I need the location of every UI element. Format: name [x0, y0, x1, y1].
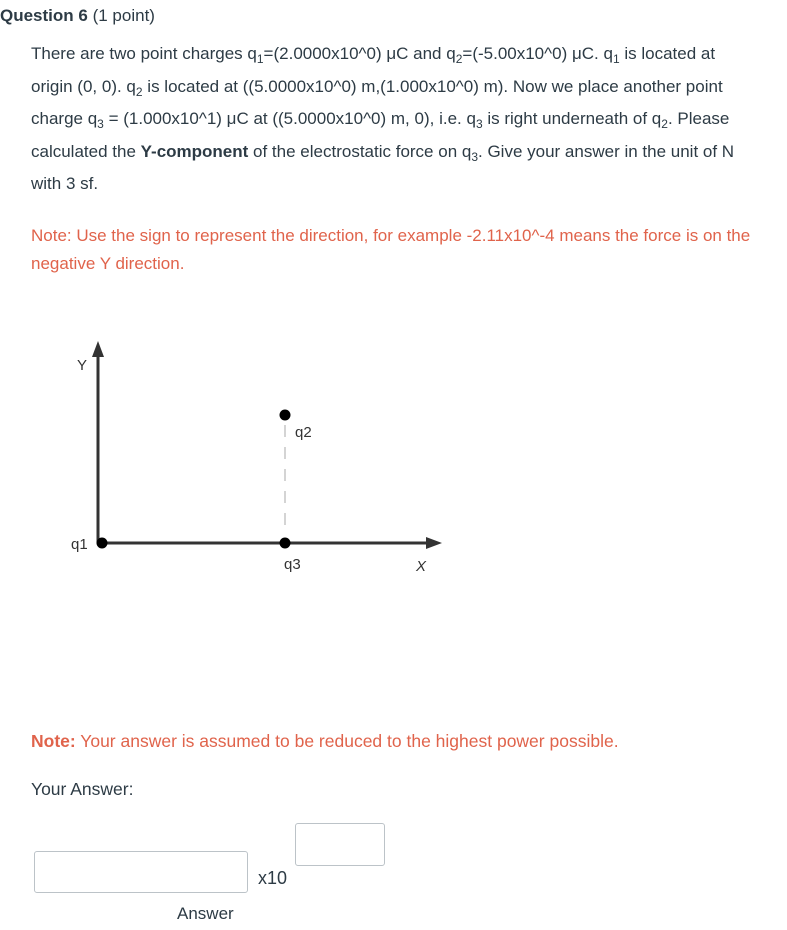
- q2-label: q2: [295, 424, 312, 441]
- text-span: . Please calculated the: [31, 109, 730, 161]
- text-span: There are two point charges q: [31, 44, 257, 63]
- y-axis-label: Y: [77, 357, 88, 374]
- note-text: Your answer is assumed to be reduced to the highest power possible.: [75, 731, 619, 751]
- times-ten-label: x10: [258, 868, 288, 888]
- question-number: Question 6: [0, 6, 88, 25]
- answer-mantissa-input[interactable]: [34, 851, 248, 893]
- text-span: is located at origin (0, 0). q: [31, 44, 716, 96]
- power-note: [31, 731, 619, 752]
- subscript: 3: [97, 117, 104, 131]
- emphasis-y-component: Y-component: [140, 141, 249, 161]
- question-header: [0, 6, 155, 26]
- q1-label: q1: [71, 536, 88, 553]
- subscript: 2: [135, 84, 143, 99]
- answer-caption: Answer: [177, 904, 234, 923]
- text-span: . Give your answer in the unit of N with 3 sf.: [31, 141, 735, 193]
- text-span: = (1.000x10^1) μC at ((5.0000x10^0) m, 0), i.e. q: [103, 109, 476, 128]
- subscript: 3: [475, 117, 483, 131]
- text-span: is right underneath of q: [482, 109, 662, 128]
- subscript: 2: [661, 117, 668, 131]
- subscript: 1: [256, 52, 264, 66]
- subscript: 3: [471, 149, 479, 164]
- subscript: 1: [612, 52, 620, 66]
- q2-charge: [280, 410, 291, 421]
- text-span: of the electrostatic force on q: [248, 141, 472, 161]
- q3-label: q3: [284, 556, 301, 573]
- note-bold: Note:: [31, 731, 76, 751]
- text-span: =(-5.00x10^0) μC. q: [462, 44, 613, 63]
- subscript: 2: [455, 52, 463, 66]
- question-points: (1 point): [92, 6, 155, 25]
- answer-exponent-input[interactable]: [295, 823, 385, 866]
- x-axis-arrow: [426, 537, 442, 549]
- y-axis-arrow: [92, 341, 104, 357]
- text-span: is located at ((5.0000x10^0) m,(1.000x10^0) m). Now we place another point charge q: [31, 76, 723, 128]
- x-axis-label: X: [416, 558, 427, 575]
- charge-diagram: [50, 335, 470, 595]
- direction-note: Note: Use the sign to represent the direction, for example -2.11x10^-4 means the force is on the negative Y direction.: [31, 226, 751, 273]
- text-span: =(2.0000x10^0) μC and q: [263, 44, 456, 63]
- q1-charge: [97, 538, 108, 549]
- question-text: [31, 38, 756, 201]
- q3-charge: [280, 538, 291, 549]
- your-answer-label: Your Answer:: [31, 779, 134, 799]
